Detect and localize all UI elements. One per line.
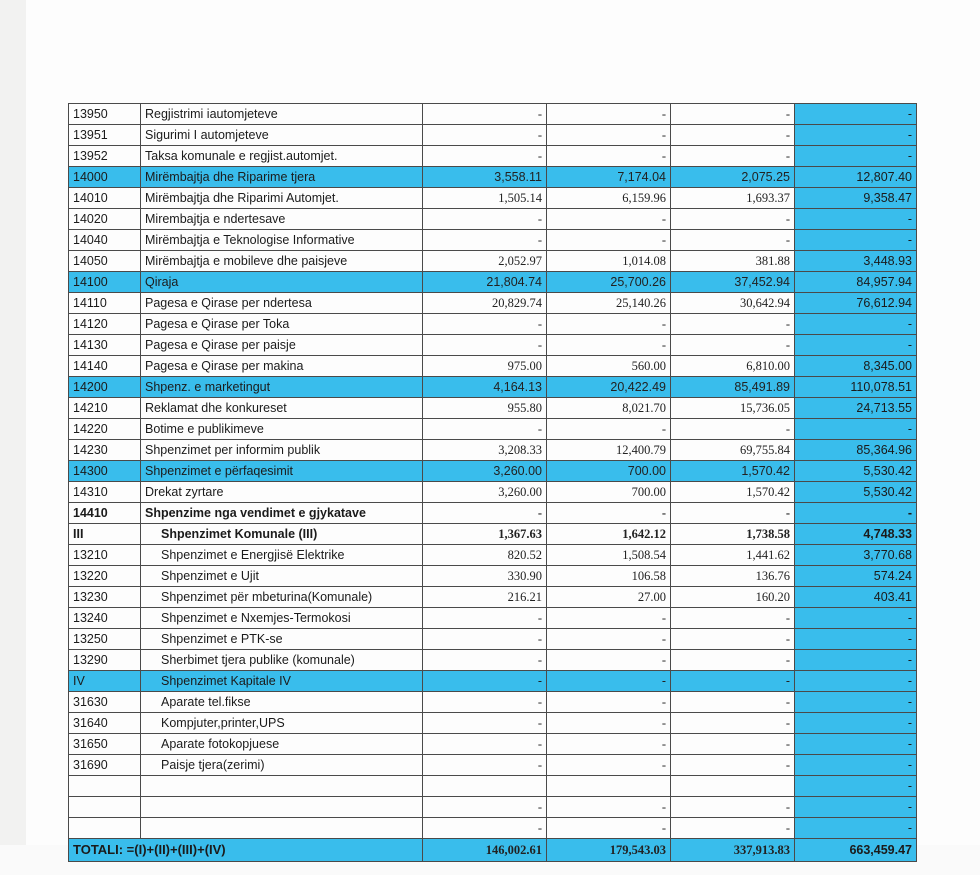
cell-value-1: - bbox=[423, 713, 547, 734]
cell-value-3: 69,755.84 bbox=[671, 440, 795, 461]
cell-code: 14020 bbox=[69, 209, 141, 230]
cell-description: Reklamat dhe konkureset bbox=[141, 398, 423, 419]
cell-value-1: - bbox=[423, 230, 547, 251]
cell-total: 85,364.96 bbox=[795, 440, 917, 461]
grand-total-value-3: 337,913.83 bbox=[671, 839, 795, 862]
table-row bbox=[69, 440, 917, 461]
cell-total: 403.41 bbox=[795, 587, 917, 608]
cell-description: Kompjuter,printer,UPS bbox=[141, 713, 423, 734]
cell-value-3: 136.76 bbox=[671, 566, 795, 587]
cell-value-1: 330.90 bbox=[423, 566, 547, 587]
table-row bbox=[69, 503, 917, 524]
cell-total: 24,713.55 bbox=[795, 398, 917, 419]
table-row bbox=[69, 461, 917, 482]
cell-value-2: - bbox=[547, 629, 671, 650]
cell-value-2: - bbox=[547, 734, 671, 755]
grand-total-value-2: 179,543.03 bbox=[547, 839, 671, 862]
cell-value-2: 6,159.96 bbox=[547, 188, 671, 209]
cell-total: - bbox=[795, 818, 917, 839]
cell-value-3: 1,570.42 bbox=[671, 482, 795, 503]
cell-total: - bbox=[795, 713, 917, 734]
cell-value-3: - bbox=[671, 692, 795, 713]
cell-value-2: 700.00 bbox=[547, 482, 671, 503]
cell-total: 84,957.94 bbox=[795, 272, 917, 293]
scan-edge-left bbox=[0, 0, 26, 875]
cell-value-3: - bbox=[671, 713, 795, 734]
cell-code bbox=[69, 776, 141, 797]
cell-description: Shpenzimet e PTK-se bbox=[141, 629, 423, 650]
cell-value-3: 2,075.25 bbox=[671, 167, 795, 188]
cell-value-2: - bbox=[547, 692, 671, 713]
cell-description: Regjistrimi iautomjeteve bbox=[141, 104, 423, 125]
cell-description: Shpenzimet Komunale (III) bbox=[141, 524, 423, 545]
cell-value-2: 106.58 bbox=[547, 566, 671, 587]
cell-total: - bbox=[795, 104, 917, 125]
cell-value-1: - bbox=[423, 503, 547, 524]
cell-value-3: - bbox=[671, 146, 795, 167]
cell-value-1: 20,829.74 bbox=[423, 293, 547, 314]
expense-table-body bbox=[69, 104, 917, 862]
cell-value-2: - bbox=[547, 503, 671, 524]
table-row bbox=[69, 251, 917, 272]
cell-value-3: 1,693.37 bbox=[671, 188, 795, 209]
cell-description bbox=[141, 818, 423, 839]
cell-value-2: 1,508.54 bbox=[547, 545, 671, 566]
table-row bbox=[69, 356, 917, 377]
cell-code: III bbox=[69, 524, 141, 545]
cell-total: 110,078.51 bbox=[795, 377, 917, 398]
cell-description: Shpenzime nga vendimet e gjykatave bbox=[141, 503, 423, 524]
cell-value-3: - bbox=[671, 104, 795, 125]
cell-value-3: - bbox=[671, 125, 795, 146]
cell-description: Shpenzimet për mbeturina(Komunale) bbox=[141, 587, 423, 608]
cell-description: Qiraja bbox=[141, 272, 423, 293]
cell-total: 5,530.42 bbox=[795, 482, 917, 503]
cell-code: 13220 bbox=[69, 566, 141, 587]
cell-total: 3,770.68 bbox=[795, 545, 917, 566]
cell-value-2: - bbox=[547, 104, 671, 125]
cell-code: 13240 bbox=[69, 608, 141, 629]
cell-value-1: - bbox=[423, 146, 547, 167]
cell-value-3: - bbox=[671, 209, 795, 230]
table-row bbox=[69, 377, 917, 398]
cell-total: 76,612.94 bbox=[795, 293, 917, 314]
cell-description bbox=[141, 776, 423, 797]
cell-description: Sigurimi I automjeteve bbox=[141, 125, 423, 146]
cell-value-3: - bbox=[671, 755, 795, 776]
cell-value-3: 15,736.05 bbox=[671, 398, 795, 419]
cell-value-2: - bbox=[547, 230, 671, 251]
cell-total: - bbox=[795, 650, 917, 671]
table-row bbox=[69, 797, 917, 818]
cell-code: 14310 bbox=[69, 482, 141, 503]
table-row bbox=[69, 608, 917, 629]
cell-value-3: - bbox=[671, 797, 795, 818]
cell-value-3: 85,491.89 bbox=[671, 377, 795, 398]
cell-code: 14140 bbox=[69, 356, 141, 377]
cell-code: 13952 bbox=[69, 146, 141, 167]
cell-total: - bbox=[795, 797, 917, 818]
cell-value-1: 1,367.63 bbox=[423, 524, 547, 545]
cell-value-1: 3,260.00 bbox=[423, 461, 547, 482]
table-row bbox=[69, 482, 917, 503]
cell-description: Sherbimet tjera publike (komunale) bbox=[141, 650, 423, 671]
table-row bbox=[69, 188, 917, 209]
cell-description: Pagesa e Qirase per paisje bbox=[141, 335, 423, 356]
cell-value-3: - bbox=[671, 650, 795, 671]
cell-total: - bbox=[795, 629, 917, 650]
cell-value-1: - bbox=[423, 734, 547, 755]
cell-value-2: 27.00 bbox=[547, 587, 671, 608]
cell-code: 14210 bbox=[69, 398, 141, 419]
cell-code: 14200 bbox=[69, 377, 141, 398]
cell-code: 31650 bbox=[69, 734, 141, 755]
cell-value-2: - bbox=[547, 650, 671, 671]
grand-total-sum: 663,459.47 bbox=[795, 839, 917, 862]
cell-value-1: 1,505.14 bbox=[423, 188, 547, 209]
cell-value-3: 1,738.58 bbox=[671, 524, 795, 545]
cell-value-2: - bbox=[547, 818, 671, 839]
cell-value-3: - bbox=[671, 671, 795, 692]
cell-value-2: 20,422.49 bbox=[547, 377, 671, 398]
cell-description: Botime e publikimeve bbox=[141, 419, 423, 440]
cell-value-3: - bbox=[671, 335, 795, 356]
cell-total: - bbox=[795, 314, 917, 335]
cell-description: Shpenzimet Kapitale IV bbox=[141, 671, 423, 692]
table-row bbox=[69, 125, 917, 146]
cell-total: - bbox=[795, 230, 917, 251]
cell-description: Shpenzimet per informim publik bbox=[141, 440, 423, 461]
cell-value-2: - bbox=[547, 335, 671, 356]
cell-value-2: 25,700.26 bbox=[547, 272, 671, 293]
cell-total: - bbox=[795, 419, 917, 440]
cell-value-1: 3,208.33 bbox=[423, 440, 547, 461]
cell-value-2: - bbox=[547, 125, 671, 146]
cell-value-3: 1,570.42 bbox=[671, 461, 795, 482]
cell-value-1: - bbox=[423, 797, 547, 818]
cell-code: 14110 bbox=[69, 293, 141, 314]
cell-value-1: 4,164.13 bbox=[423, 377, 547, 398]
cell-value-3: - bbox=[671, 734, 795, 755]
cell-code: 13950 bbox=[69, 104, 141, 125]
table-row bbox=[69, 629, 917, 650]
cell-code: 13210 bbox=[69, 545, 141, 566]
cell-value-2: - bbox=[547, 755, 671, 776]
cell-code: 13250 bbox=[69, 629, 141, 650]
cell-code bbox=[69, 818, 141, 839]
cell-value-1: - bbox=[423, 671, 547, 692]
table-row bbox=[69, 692, 917, 713]
cell-value-2: - bbox=[547, 797, 671, 818]
cell-total: - bbox=[795, 755, 917, 776]
table-row bbox=[69, 755, 917, 776]
cell-value-1: 955.80 bbox=[423, 398, 547, 419]
cell-description: Taksa komunale e regjist.automjet. bbox=[141, 146, 423, 167]
cell-total: 12,807.40 bbox=[795, 167, 917, 188]
cell-total: 3,448.93 bbox=[795, 251, 917, 272]
cell-value-1: - bbox=[423, 818, 547, 839]
cell-description: Mirëmbajtja dhe Riparimi Automjet. bbox=[141, 188, 423, 209]
table-row bbox=[69, 524, 917, 545]
cell-description bbox=[141, 797, 423, 818]
table-row bbox=[69, 566, 917, 587]
cell-total: 8,345.00 bbox=[795, 356, 917, 377]
cell-code: 14100 bbox=[69, 272, 141, 293]
cell-code: 14010 bbox=[69, 188, 141, 209]
cell-description: Shpenzimet e përfaqesimit bbox=[141, 461, 423, 482]
cell-description: Drekat zyrtare bbox=[141, 482, 423, 503]
table-row bbox=[69, 314, 917, 335]
cell-value-2 bbox=[547, 776, 671, 797]
cell-code: 14410 bbox=[69, 503, 141, 524]
cell-value-1: - bbox=[423, 755, 547, 776]
cell-value-3 bbox=[671, 776, 795, 797]
cell-code: 14050 bbox=[69, 251, 141, 272]
cell-total: - bbox=[795, 146, 917, 167]
cell-value-2: 8,021.70 bbox=[547, 398, 671, 419]
cell-value-3: - bbox=[671, 629, 795, 650]
cell-value-2: 1,014.08 bbox=[547, 251, 671, 272]
cell-value-1: 3,260.00 bbox=[423, 482, 547, 503]
cell-code: 13230 bbox=[69, 587, 141, 608]
grand-total-row bbox=[69, 839, 917, 862]
table-row bbox=[69, 818, 917, 839]
cell-value-2: 25,140.26 bbox=[547, 293, 671, 314]
cell-value-3: - bbox=[671, 419, 795, 440]
cell-total: - bbox=[795, 776, 917, 797]
cell-value-2: - bbox=[547, 314, 671, 335]
cell-value-2: 1,642.12 bbox=[547, 524, 671, 545]
cell-value-1: 820.52 bbox=[423, 545, 547, 566]
cell-value-1: - bbox=[423, 104, 547, 125]
table-row bbox=[69, 398, 917, 419]
cell-code: 14040 bbox=[69, 230, 141, 251]
cell-value-2: - bbox=[547, 671, 671, 692]
cell-value-1: 21,804.74 bbox=[423, 272, 547, 293]
cell-code: 14120 bbox=[69, 314, 141, 335]
table-row bbox=[69, 734, 917, 755]
cell-value-1: - bbox=[423, 650, 547, 671]
table-row bbox=[69, 209, 917, 230]
financial-table-container bbox=[68, 103, 916, 862]
table-row bbox=[69, 272, 917, 293]
cell-value-2: - bbox=[547, 419, 671, 440]
expense-table bbox=[68, 103, 917, 862]
cell-value-3: - bbox=[671, 503, 795, 524]
cell-code: 31690 bbox=[69, 755, 141, 776]
cell-value-1: 3,558.11 bbox=[423, 167, 547, 188]
cell-code: 14000 bbox=[69, 167, 141, 188]
cell-description: Mirëmbajtja e mobileve dhe paisjeve bbox=[141, 251, 423, 272]
cell-code: 31640 bbox=[69, 713, 141, 734]
cell-code: 13290 bbox=[69, 650, 141, 671]
cell-code: 14220 bbox=[69, 419, 141, 440]
table-row bbox=[69, 776, 917, 797]
cell-total: - bbox=[795, 608, 917, 629]
cell-code: 14230 bbox=[69, 440, 141, 461]
cell-description: Aparate tel.fikse bbox=[141, 692, 423, 713]
cell-description: Shpenz. e marketingut bbox=[141, 377, 423, 398]
cell-total: 9,358.47 bbox=[795, 188, 917, 209]
cell-value-1: - bbox=[423, 314, 547, 335]
cell-value-3: - bbox=[671, 818, 795, 839]
cell-value-3: 6,810.00 bbox=[671, 356, 795, 377]
cell-description: Mirëmbajtja e Teknologise Informative bbox=[141, 230, 423, 251]
cell-value-1: - bbox=[423, 608, 547, 629]
cell-code bbox=[69, 797, 141, 818]
table-row bbox=[69, 419, 917, 440]
cell-total: - bbox=[795, 503, 917, 524]
grand-total-value-1: 146,002.61 bbox=[423, 839, 547, 862]
cell-value-1 bbox=[423, 776, 547, 797]
cell-value-1: - bbox=[423, 209, 547, 230]
cell-value-1: - bbox=[423, 692, 547, 713]
table-row bbox=[69, 146, 917, 167]
cell-value-2: 560.00 bbox=[547, 356, 671, 377]
cell-value-2: - bbox=[547, 713, 671, 734]
cell-value-3: 1,441.62 bbox=[671, 545, 795, 566]
cell-value-1: - bbox=[423, 335, 547, 356]
cell-code: 14300 bbox=[69, 461, 141, 482]
cell-value-2: 12,400.79 bbox=[547, 440, 671, 461]
cell-value-3: 381.88 bbox=[671, 251, 795, 272]
table-row bbox=[69, 230, 917, 251]
cell-value-1: 216.21 bbox=[423, 587, 547, 608]
cell-code: 31630 bbox=[69, 692, 141, 713]
table-row bbox=[69, 650, 917, 671]
cell-value-1: 2,052.97 bbox=[423, 251, 547, 272]
cell-value-3: 37,452.94 bbox=[671, 272, 795, 293]
cell-value-3: 30,642.94 bbox=[671, 293, 795, 314]
cell-value-1: 975.00 bbox=[423, 356, 547, 377]
table-row bbox=[69, 545, 917, 566]
cell-description: Pagesa e Qirase per ndertesa bbox=[141, 293, 423, 314]
cell-code: 13951 bbox=[69, 125, 141, 146]
table-row bbox=[69, 293, 917, 314]
cell-value-2: - bbox=[547, 608, 671, 629]
cell-description: Aparate fotokopjuese bbox=[141, 734, 423, 755]
cell-total: - bbox=[795, 671, 917, 692]
cell-value-1: - bbox=[423, 125, 547, 146]
cell-description: Paisje tjera(zerimi) bbox=[141, 755, 423, 776]
cell-description: Shpenzimet e Ujit bbox=[141, 566, 423, 587]
cell-description: Pagesa e Qirase per Toka bbox=[141, 314, 423, 335]
cell-value-2: - bbox=[547, 146, 671, 167]
cell-value-2: 700.00 bbox=[547, 461, 671, 482]
table-row bbox=[69, 713, 917, 734]
cell-total: 574.24 bbox=[795, 566, 917, 587]
cell-value-1: - bbox=[423, 629, 547, 650]
table-row bbox=[69, 167, 917, 188]
cell-description: Mirëmbajtja dhe Riparime tjera bbox=[141, 167, 423, 188]
cell-description: Shpenzimet e Nxemjes-Termokosi bbox=[141, 608, 423, 629]
cell-value-3: - bbox=[671, 314, 795, 335]
cell-total: - bbox=[795, 209, 917, 230]
cell-value-2: 7,174.04 bbox=[547, 167, 671, 188]
grand-total-label: TOTALI: =(I)+(II)+(III)+(IV) bbox=[69, 839, 423, 862]
cell-value-3: - bbox=[671, 608, 795, 629]
cell-code: IV bbox=[69, 671, 141, 692]
cell-value-1: - bbox=[423, 419, 547, 440]
cell-total: 4,748.33 bbox=[795, 524, 917, 545]
cell-description: Shpenzimet e Energjisë Elektrike bbox=[141, 545, 423, 566]
cell-code: 14130 bbox=[69, 335, 141, 356]
cell-total: 5,530.42 bbox=[795, 461, 917, 482]
cell-total: - bbox=[795, 125, 917, 146]
cell-total: - bbox=[795, 734, 917, 755]
cell-value-3: 160.20 bbox=[671, 587, 795, 608]
table-row bbox=[69, 587, 917, 608]
table-row bbox=[69, 335, 917, 356]
table-row bbox=[69, 671, 917, 692]
cell-total: - bbox=[795, 335, 917, 356]
table-row bbox=[69, 104, 917, 125]
cell-total: - bbox=[795, 692, 917, 713]
cell-description: Pagesa e Qirase per makina bbox=[141, 356, 423, 377]
cell-value-2: - bbox=[547, 209, 671, 230]
cell-description: Mirembajtja e ndertesave bbox=[141, 209, 423, 230]
cell-value-3: - bbox=[671, 230, 795, 251]
